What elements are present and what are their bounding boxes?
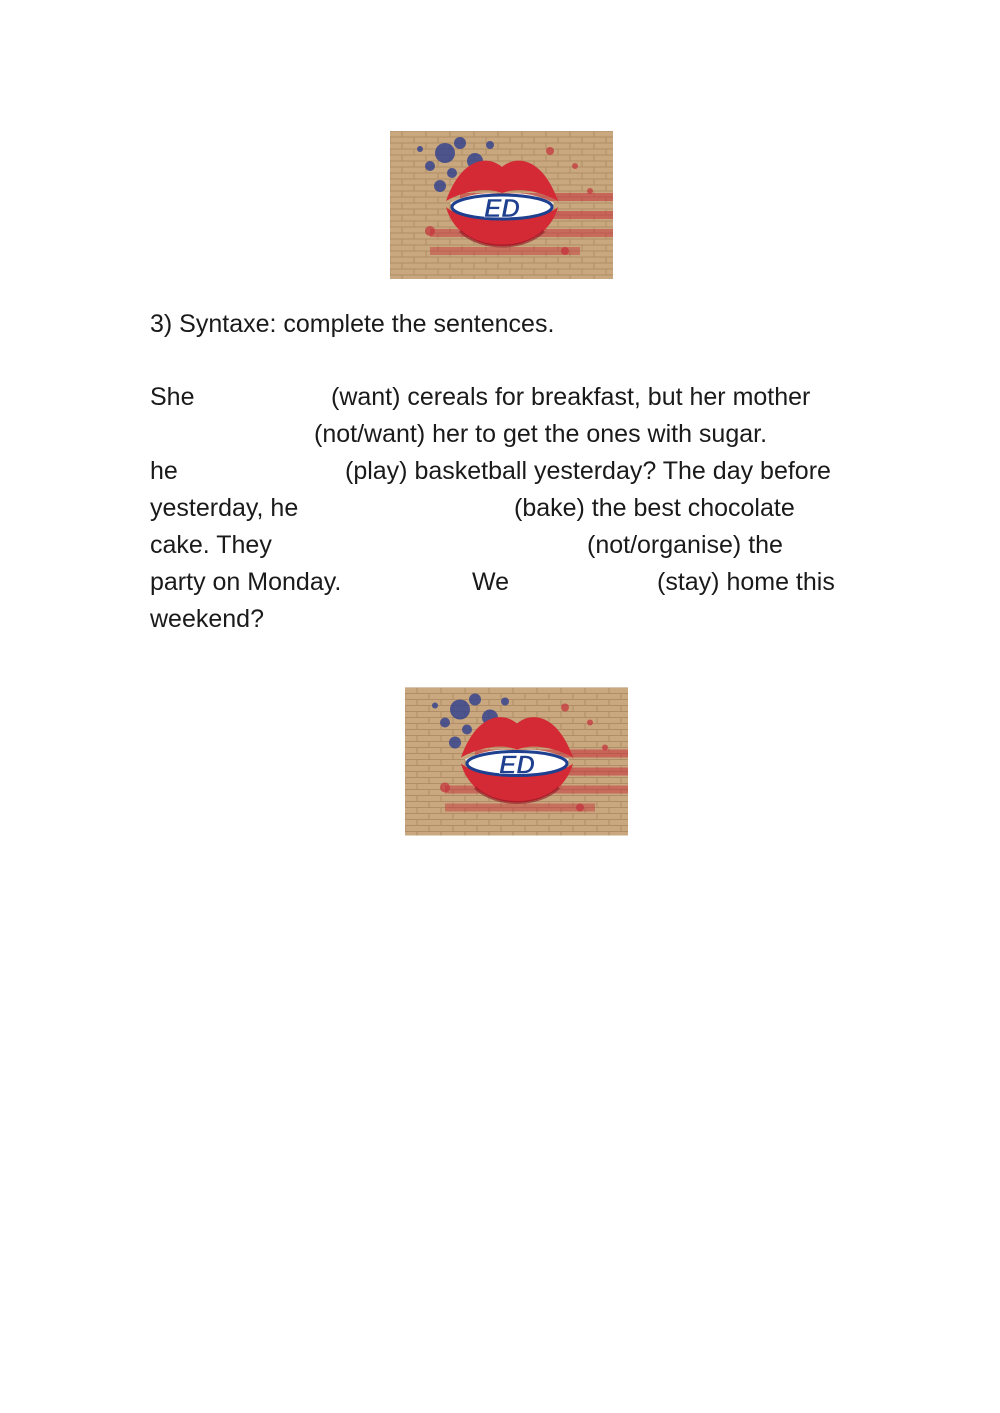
line-text: he bbox=[150, 457, 178, 485]
line-text: (stay) home this bbox=[657, 568, 835, 596]
line-text: cake. They bbox=[150, 531, 272, 559]
line-text: weekend? bbox=[150, 605, 264, 633]
lips-flag-wall-image bbox=[405, 687, 628, 836]
exercise-line-5 bbox=[150, 527, 890, 564]
lips-illustration-bottom bbox=[405, 687, 628, 836]
exercise-line-7 bbox=[150, 601, 890, 638]
exercise-line-1 bbox=[150, 379, 890, 416]
line-text: She bbox=[150, 383, 195, 411]
ed-badge-text: ED bbox=[498, 749, 536, 780]
line-text: party on Monday. bbox=[150, 568, 342, 596]
exercise-line-4 bbox=[150, 490, 890, 527]
line-text: (bake) the best chocolate bbox=[514, 494, 795, 522]
line-text: yesterday, he bbox=[150, 494, 299, 522]
line-text: (play) basketball yesterday? The day before bbox=[345, 457, 831, 485]
lips-flag-wall-image bbox=[390, 131, 613, 279]
exercise-line-6 bbox=[150, 564, 890, 601]
line-text: We bbox=[472, 568, 510, 596]
exercise-line-3 bbox=[150, 453, 890, 490]
line-text: (not/organise) the bbox=[587, 531, 783, 559]
ed-badge-text: ED bbox=[483, 193, 521, 223]
line-text: (not/want) her to get the ones with sugar. bbox=[314, 420, 768, 448]
exercise-line-2 bbox=[150, 416, 890, 453]
lips-illustration-top bbox=[390, 131, 613, 279]
exercise-title: 3) Syntaxe: complete the sentences. bbox=[150, 310, 555, 338]
line-text: (want) cereals for breakfast, but her mother bbox=[331, 383, 811, 411]
